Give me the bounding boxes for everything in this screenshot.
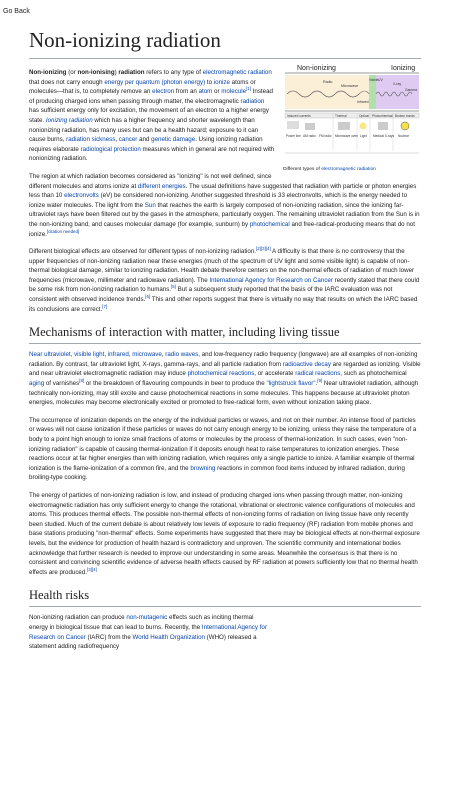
citation-8[interactable]: [8] <box>79 377 85 383</box>
energy-paragraph: The energy of particles of non-ionizing radiation is low, and instead of producing charged ions when passing through matter, non-ionizing electromagnetic radiation has only sufficient energy to change the rotational, vibrational or electronic valence configurations of molecules and atoms. This produces thermal effects. The possible non-thermal effects of non-ionizing forms of radiation on living tissue have only recently been studied. Much of the current debate is about relatively low levels of exposure to radio frequency (RF) radiation from mobile phones and base stations producing "non-thermal" effects. Some experiments have suggested that there may be biological effects at non-thermal exposure levels, but the evidence for production of health hazard is contradictory and unproven. The scientific community and international bodies acknowledge that further research is needed to improve our understanding in some areas. Meanwhile the consensus is that there is no consistent and convincing scientific evidence of adverse health effects caused by RF radiation at powers sufficiently low that no thermal health effects are produced.[3][4] <box>29 491 420 576</box>
source-label-am-radio: AM radio <box>303 134 316 138</box>
link-iarc[interactable]: International Agency for Research on Cancer <box>209 276 333 284</box>
lead-paragraph: Non-ionizing (or non-ionising) radiation refers to any type of electromagnetic radiation that does not carry enough energy per quantum (photon energy) to ionize atoms or molecules—that is, to completely remove an electron from an atom or molecule[1] Instead of producing charged ions when passing through matter, the electromagnetic radiation has sufficient energy only for excitation, the movement of an electron to a higher energy state. Ionizing radiation which has a higher frequency and shorter wavelength than nonionizing radiation, has many uses but can be a health hazard; exposure to it can cause burns, radiation sickness, cancer and genetic damage. Using ionizing radiation requires elaborate radiological protection measures which in general are not required with nonionizing radiation. <box>29 69 275 163</box>
nonionizing-label: Non-ionizing <box>297 65 336 72</box>
row-header-broken-bonds: Broken bonds <box>395 114 415 118</box>
source-label-medical-xrays: Medical X-rays <box>373 134 395 138</box>
citation-needed[interactable]: [citation needed] <box>46 228 80 234</box>
row-header-induced: Induced currents <box>287 114 311 118</box>
link-photochemical-reactions[interactable]: photochemical reactions <box>187 370 255 378</box>
citation-3-4[interactable]: [3][4] <box>87 566 97 572</box>
link-molecule[interactable]: molecule <box>221 88 247 96</box>
page-title: Non-ionizing radiation <box>29 24 421 59</box>
row-header-optical: Optical <box>359 114 369 118</box>
link-ionize[interactable]: ionize <box>213 78 230 86</box>
source-label-nuclear: Nuclear <box>398 134 409 138</box>
citation-2-3-4[interactable]: [2][3][4] <box>256 246 271 252</box>
radio-icon <box>305 123 315 130</box>
link-radioactive-decay[interactable]: radioactive decay <box>282 360 331 368</box>
threshold-paragraph: The region at which radiation becomes considered as "ionizing" is not well defined, since different molecules and atoms ionize at different energies. The usual definitions have suggested that radiation with particle or photon energies less than 10 electronvolts (eV) be considered non-ionizing. Another suggested threshold is 33 electronvolts, which is the energy needed to ionize water molecules. The light from the Sun that reaches the earth is largely composed of non-ionizing radiation, since the ionizing far-ultraviolet rays have been filtered out by the gases in the atmosphere, particularly oxygen. The remaining ultraviolet radiation from the Sun is in the non-ionizing band, and causes molecular damage (for example, sunburn) by photochemical and free-radical-producing means that do not ionize.[citation needed] <box>29 172 420 238</box>
link-electron[interactable]: electron <box>152 88 175 96</box>
xray-machine-icon <box>378 122 388 130</box>
link-browning[interactable]: browning <box>190 464 216 472</box>
link-energy-per-quantum[interactable]: energy per quantum <box>104 78 160 86</box>
band-label-visible: Visible <box>369 78 379 82</box>
ionization-paragraph: The occurrence of ionization depends on the energy of the individual particles or waves, and not on their number. An intense flood of particles or waves will not cause ionization if these particles or waves do not carry enough energy to be ionizing, unless they raise the temperature of a body to a point high enough to ionize small fractions of atoms or molecules by the process of thermal-ionization. In such cases, even "non-ionizing radiation" is capable of causing thermal-ionization if it deposits enough heat to raise temperatures to ionization energies. These reactions occur at far higher energies than with ionizing radiation, which requires only a single particle to ionize. A familiar example of thermal ionization is the flame-ionization of a common fire, and the browning reactions in common food items induced by infrared radiation, during broiling-type cooking. <box>29 416 417 482</box>
figure-caption: Different types of electromagnetic radiation <box>283 167 376 172</box>
go-back-link[interactable]: Go Back <box>3 8 30 15</box>
link-infrared[interactable]: infrared <box>107 351 129 359</box>
heading-mechanisms: Mechanisms of interaction with matter, including living tissue <box>29 325 421 344</box>
mechanisms-paragraph: Near ultraviolet, visible light, infrared, microwave, radio waves, and low-frequency radio frequency (longwave) are all examples of non-ionizing radiation. By contrast, far ultraviolet light, X-rays, gamma-rays, and all particle radiation from radioactive decay are regarded as ionizing. Visible and near ultraviolet electromagnetic radiation may induce photochemical reactions, or accelerate radical reactions, such as photochemical aging of varnishes[8] or the breakdown of flavouring compounds in beer to produce the "lightstruck flavor".[9] Near ultraviolet radiation, although technically non-ionizing, may still excite and cause photochemical reactions in some molecules. This happens because at ultraviolet photon energies, molecules may become electronically excited or promoted to free-radical form, even without ionization taking place. <box>29 351 421 407</box>
band-label-xray: X-ray <box>393 82 402 86</box>
radiation-symbol-icon <box>401 122 409 130</box>
citation-7[interactable]: [7] <box>102 303 108 309</box>
article <box>29 24 421 660</box>
link-atom[interactable]: atom <box>198 88 213 96</box>
band-label-radio: Radio <box>323 80 333 84</box>
link-aging[interactable]: aging <box>29 380 45 388</box>
biological-effects-paragraph: Different biological effects are observed for different types of non-ionizing radiation.[2][3][4] A difficulty is that there is no controversy that the upper frequencies of non-ionizing radiation near these energies (much of the spectrum of UV light and some visible light) is capable of non-thermal biological damage, similar to ionizing radiation. Health debate therefore centers on the non-thermal effects of radiation of much lower frequencies (microwave, millimeter and radiowave radiation). The International Agency for Research on Cancer recently stated that there could be some risk from non-ionizing radiation to humans.[5] But a subsequent study reported that the basis of the IARC evaluation was not consistent with observed incidence trends.[6] This and other reports suggest that there is virtually no way that results on which the IARC based its conclusions are correct.[7] <box>29 246 420 313</box>
link-visible-light[interactable]: visible light <box>74 351 105 359</box>
link-electromagnetic-radiation[interactable]: electromagnetic radiation <box>202 69 272 76</box>
row-header-photochemical: Photochemical <box>372 114 393 118</box>
link-ionizing-radiation[interactable]: Ionizing radiation <box>45 116 93 124</box>
source-label-microwave-oven: Microwave oven <box>335 134 359 138</box>
link-different-energies[interactable]: different energies <box>137 182 186 190</box>
link-lightstruck-flavor[interactable]: "lightstruck flavor" <box>266 380 316 388</box>
link-radiation-sickness[interactable]: radiation sickness <box>66 136 116 144</box>
band-label-gamma: Gamma <box>405 88 418 92</box>
link-sun[interactable]: Sun <box>144 201 156 209</box>
link-non-mutagenic[interactable]: non-mutagenic <box>126 614 168 622</box>
link-electronvolts[interactable]: electronvolts <box>64 192 99 200</box>
source-label-power-line: Power line <box>286 134 301 138</box>
band-label-infrared: Infrared <box>357 100 369 104</box>
link-radiation[interactable]: radiation <box>240 97 265 105</box>
link-near-ultraviolet[interactable]: Near ultraviolet <box>29 351 71 359</box>
light-bulb-icon <box>360 123 367 130</box>
heading-health-risks: Health risks <box>29 588 421 607</box>
health-risks-paragraph: Non-ionizing radiation can produce non-mutagenic effects such as inciting thermal energy in biological tissue that can lead to burns. Recently, the International Agency for Research on Cancer (IARC) from the World Health Organization (WHO) released a statement adding radiofrequency <box>29 614 267 651</box>
link-photochemical[interactable]: photochemical <box>249 220 290 228</box>
microwave-oven-icon <box>338 122 350 130</box>
link-radiological-protection[interactable]: radiological protection <box>80 145 141 153</box>
link-genetic-damage[interactable]: genetic damage <box>151 136 196 144</box>
ionizing-label: Ionizing <box>391 65 416 72</box>
citation-6[interactable]: [6] <box>145 294 151 299</box>
citation-5[interactable]: [5] <box>171 284 176 290</box>
source-label-fm-radio: FM radio <box>319 134 332 138</box>
citation-9[interactable]: [9] <box>317 377 323 383</box>
row-header-thermal: Thermal <box>335 114 347 118</box>
link-radio-waves[interactable]: radio waves <box>165 351 199 359</box>
link-who[interactable]: World Health Organization <box>132 633 205 641</box>
band-label-uv: UV <box>378 78 383 82</box>
citation-1[interactable]: [1] <box>246 86 251 92</box>
em-spectrum-diagram <box>283 61 421 165</box>
link-radical-reactions[interactable]: radical reactions <box>295 370 341 378</box>
caption-link[interactable]: electromagnetic radiation <box>321 167 376 172</box>
link-photon-energy[interactable]: (photon energy) <box>161 78 206 86</box>
infobox-figure <box>283 61 421 174</box>
source-label-light: Light <box>360 134 367 138</box>
link-microwave[interactable]: microwave <box>132 351 162 359</box>
power-line-icon <box>287 121 299 129</box>
band-label-microwave: Microwave <box>341 84 359 88</box>
link-iarc-2[interactable]: International Agency for Research on Cancer <box>29 623 267 641</box>
link-cancer[interactable]: cancer <box>118 136 138 144</box>
top-bar <box>0 0 450 22</box>
